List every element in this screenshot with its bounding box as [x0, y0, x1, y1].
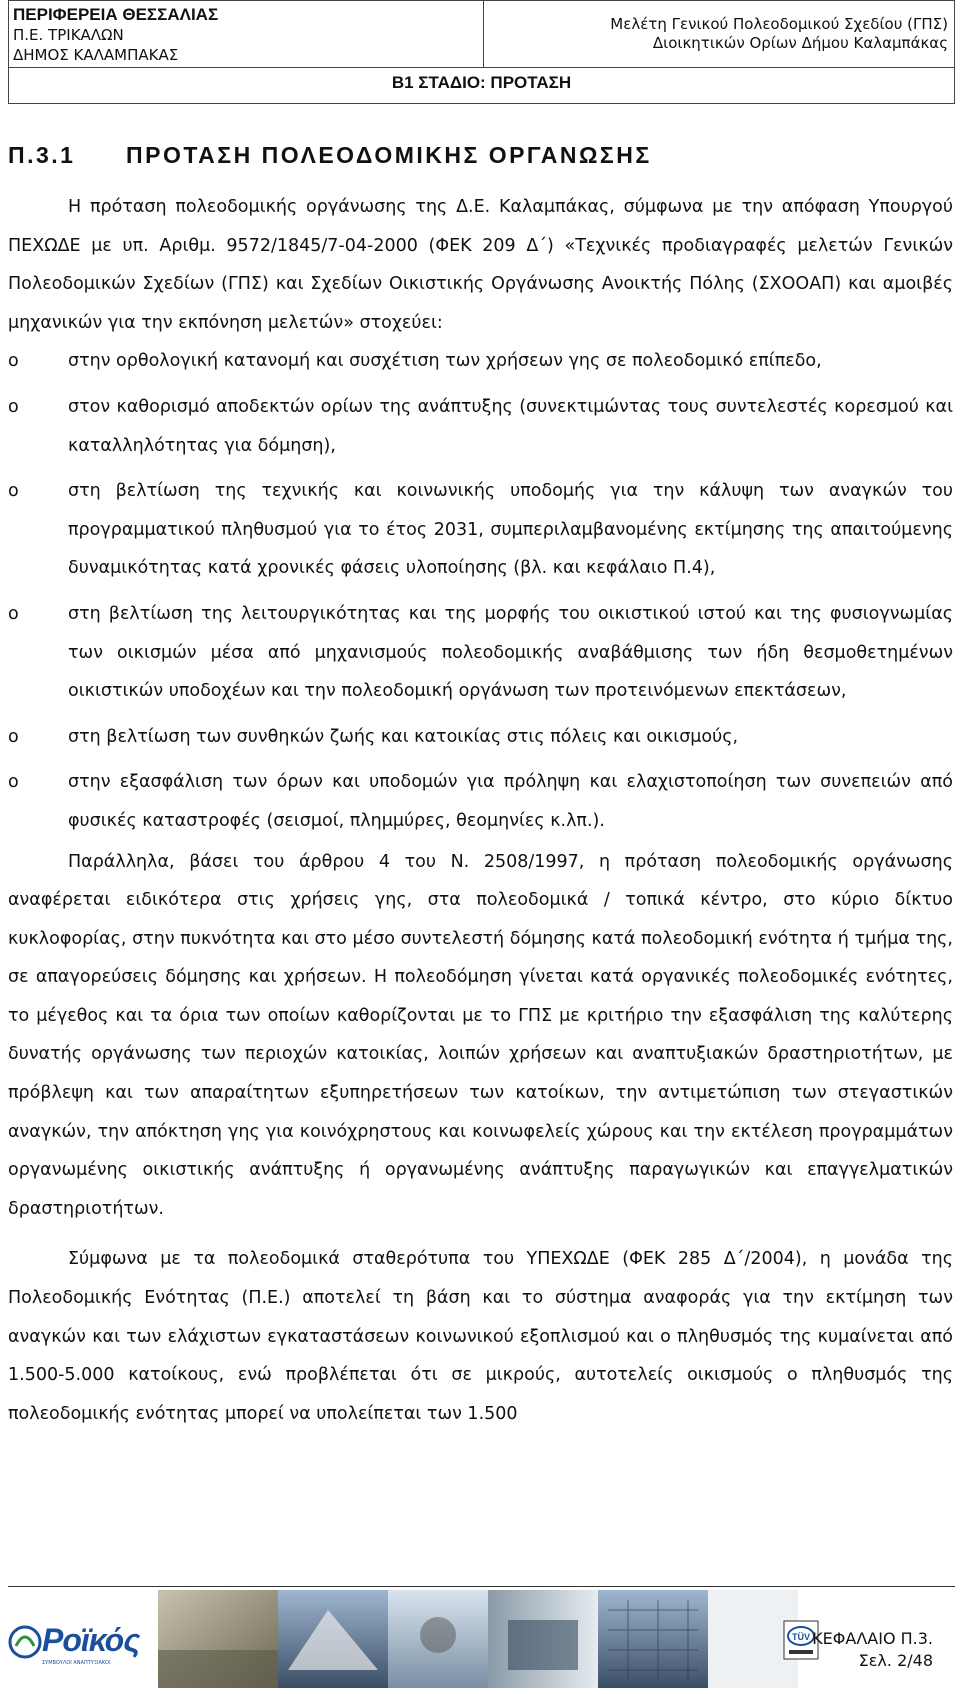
list-item-text: στην ορθολογική κατανομή και συσχέτιση των χρήσεων γης σε πολεοδομικό επίπεδο,: [68, 351, 822, 372]
header-study-line2: Διοικητικών Ορίων Δήμου Καλαμπάκας: [652, 34, 948, 52]
header-study-block: [484, 1, 954, 67]
footer-banner: [8, 1590, 808, 1690]
bullet-marker: o: [8, 603, 19, 624]
footer-divider: [8, 1586, 955, 1587]
header-divider: [9, 67, 954, 68]
roikos-logo-text: Ροϊκός: [42, 1622, 140, 1658]
intro-paragraph: Η πρόταση πολεοδομικής οργάνωσης της Δ.Ε. Καλαμπάκας, σύμφωνα με την απόφαση Υπουργού ΠΕΧΩΔΕ με υπ. Αριθμ. 9572/1845/7-04-2000 (ΦΕΚ 209 Δ΄) «Τεχνικές προδιαγραφές μελετών Γενικών Πολεοδομικών Σχεδίων (ΓΠΣ) και Σχεδίων Οικιστικής Οργάνωσης Ανοικτής Πόλης (ΣΧΟΟΑΠ) και αμοιβές μηχανικών για την εκπόνηση μελετών» στοχεύει:: [8, 197, 953, 333]
list-item-text: στην εξασφάλιση των όρων και υποδομών για πρόληψη και ελαχιστοποίηση των συνεπειών από φυσικές καταστροφές (σεισμοί, πλημμύρες, θεομηνίες κ.λπ.).: [68, 772, 953, 831]
paragraph-law-2508: Παράλληλα, βάσει του άρθρου 4 του Ν. 2508/1997, η πρόταση πολεοδομικής οργάνωσης αναφέρεται ειδικότερα στις χρήσεις γης, στα πολεοδομικά / τοπικά κέντρο, στο κύριο δίκτυο κυκλοφορίας, στην πυκνότητα και στο μέσο συντελεστή δόμησης κατά πολεοδομική ενότητα ή τμήμα της, σε απαγορεύσεις δόμησης και χρήσεων. Η πολεοδόμηση γίνεται κατά οργανικές πολεοδομικές ενότητες, το μέγεθος και τα όρια των οποίων καθορίζονται με το ΓΠΣ με κριτήριο την εξασφάλιση της καλύτερης δυνατής οργάνωσης των περιοχών κατοικίας, λοιπών χρήσεων και αναπτυξιακών δραστηριοτήτων, με πρόβλεψη και των απαραίτητων εξυπηρετήσεων των κατοίκων, την αντιμετώπιση των στεγαστικών αναγκών, την απόκτηση γης για κοινόχρηστους και κοινωφελείς χώρους και την εκτέλεση προγραμμάτων οργανωμένης οικιστικής ανάπτυξης ή οργανωμένης ανάπτυξης παραγωγικών και επαγγελματικών δραστηριοτήτων.: [8, 851, 953, 1219]
header-study-line1: Μελέτη Γενικού Πολεοδομικού Σχεδίου (ΓΠΣ): [610, 15, 948, 33]
bullet-marker: o: [8, 772, 19, 793]
list-item: [8, 718, 953, 757]
list-item: [8, 388, 953, 465]
header-stage: Β1 ΣΤΑΔΙΟ: ΠΡΟΤΑΣΗ: [391, 73, 572, 92]
roikos-logo-subtext: ΣΥΜΒΟΥΛΟΙ ΑΝΑΠΤΥΞΙΑΚΟΙ: [42, 1660, 111, 1666]
list-item: [8, 763, 953, 840]
list-item-text: στη βελτίωση της λειτουργικότητας και της μορφής του οικιστικού ιστού και της φυσιογνωμίας των οικισμών μέσα από μηχανισμούς πολεοδομικής αναβάθμισης των ήδη θεσμοθετημένων οικιστικών υποδοχέων και την πολεοδομική οργάνωση των προτεινόμενων επεκτάσεων,: [68, 603, 953, 702]
roikos-logo: [8, 1616, 148, 1672]
footer-page-number: Σελ. 2/48: [858, 1651, 933, 1670]
bullet-marker: o: [8, 396, 19, 417]
objectives-list: [8, 342, 953, 840]
list-item: [8, 595, 953, 711]
bullet-marker: o: [8, 726, 19, 747]
footer-chapter: ΚΕΦΑΛΑΙΟ Π.3.: [812, 1629, 933, 1648]
section-number: Π.3.1: [8, 142, 76, 168]
section-heading: [8, 142, 948, 169]
header-unit: Π.Ε. ΤΡΙΚΑΛΩΝ: [13, 26, 124, 44]
list-item: [8, 472, 953, 588]
header-authority-block: [9, 1, 484, 67]
page-header: [8, 0, 955, 104]
header-region: ΠΕΡΙΦΕΡΕΙΑ ΘΕΣΣΑΛΙΑΣ: [13, 5, 219, 24]
roikos-emblem-icon: [8, 1622, 42, 1662]
list-item-text: στον καθορισμό αποδεκτών ορίων της ανάπτυξης (συνεκτιμώντας τους συντελεστές κορεσμού και καταλληλότητας για δόμηση),: [68, 396, 953, 456]
bullet-marker: o: [8, 351, 19, 372]
footer-page-info: [812, 1628, 933, 1672]
tuv-text: TÜV: [792, 1632, 810, 1642]
photo-collage-image: [158, 1590, 798, 1688]
bullet-marker: o: [8, 481, 19, 502]
header-municipality: ΔΗΜΟΣ ΚΑΛΑΜΠΑΚΑΣ: [13, 46, 179, 64]
paragraph-standards: Σύμφωνα με τα πολεοδομικά σταθερότυπα του ΥΠΕΧΩΔΕ (ΦΕΚ 285 Δ΄/2004), η μονάδα της Πολεοδομικής Ενότητας (Π.Ε.) αποτελεί τη βάση και το σύστημα αναφοράς για την εκτίμηση των αναγκών και των ελάχιστων εγκαταστάσεων κοινωνικού εξοπλισμού και ο πληθυσμός της κυμαίνεται από 1.500-5.000 κατοίκους, ενώ προβλέπεται ότι σε μικρούς, αυτοτελείς οικισμούς ο πληθυσμός της πολεοδομικής ενότητας μπορεί να υπολείπεται των 1.500: [8, 1249, 953, 1424]
body-text: [8, 188, 953, 1433]
list-item-text: στη βελτίωση των συνθηκών ζωής και κατοικίας στις πόλεις και οικισμούς,: [68, 726, 739, 747]
section-title: ΠΡΟΤΑΣΗ ΠΟΛΕΟΔΟΜΙΚΗΣ ΟΡΓΑΝΩΣΗΣ: [126, 142, 652, 168]
list-item: [8, 342, 953, 381]
list-item-text: στη βελτίωση της τεχνικής και κοινωνικής υποδομής για την κάλυψη των αναγκών του προγραμματικού πληθυσμού για το έτος 2031, συμπεριλαμβανομένης εκτίμησης της απαιτούμενης δυναμικότητας κατά χρονικές φάσεις υλοποίησης (βλ. και κεφάλαιο Π.4),: [68, 481, 953, 579]
